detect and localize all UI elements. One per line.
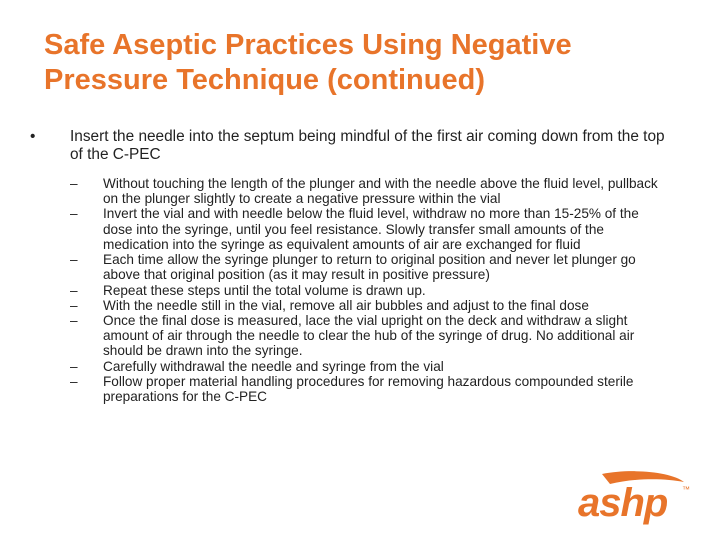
main-bullet [30,128,670,163]
sub-bullet-text: With the needle still in the vial, remove all air bubbles and adjust to the final dose [103,297,589,313]
sub-bullet-text: Carefully withdrawal the needle and syringe from the vial [103,358,444,374]
dash-marker: – [70,358,78,374]
main-bullet-text: Insert the needle into the septum being mindful of the first air coming down from the top of the C-PEC [70,128,665,163]
sub-bullet-text: Each time allow the syringe plunger to return to original position and never let plunger go above that original position (as it may result in positive pressure) [103,252,636,283]
ashp-logo [572,470,702,526]
sub-bullet-list [70,176,670,404]
dash-marker: – [70,373,78,389]
sub-bullet [70,176,670,206]
logo-trademark: ™ [682,485,690,494]
bullet-marker: • [30,128,36,145]
sub-bullet [70,359,670,374]
sub-bullet-text: Without touching the length of the plunger and with the needle above the fluid level, pullback on the plunger slightly to create a negative pressure within the vial [103,176,658,207]
sub-bullet [70,298,670,313]
sub-bullet [70,374,670,404]
dash-marker: – [70,312,78,328]
dash-marker: – [70,297,78,313]
sub-bullet-text: Follow proper material handling procedures for removing hazardous compounded sterile preparations for the C-PEC [103,373,634,405]
dash-marker: – [70,206,78,222]
slide-title: Safe Aseptic Practices Using Negative Pressure Technique (continued) [44,29,572,97]
dash-marker: – [70,252,78,268]
sub-bullet [70,252,670,282]
dash-marker: – [70,176,78,191]
sub-bullet [70,283,670,298]
dash-marker: – [70,282,78,298]
logo-text: ashp [578,481,668,525]
sub-bullet-text: Once the final dose is measured, lace the vial upright on the deck and withdraw a slight amount of air through the needle to clear the hub of the syringe of drug. No additional air should be drawn into the syringe. [103,312,635,359]
sub-bullet-text: Invert the vial and with needle below the fluid level, withdraw no more than 15-25% of the dose into the syringe, until you feel resistance. Slowly transfer small amounts of the medication into the syringe as equivalent amounts of air are exchanged for fluid [103,206,639,252]
sub-bullet [70,206,670,252]
sub-bullet-text: Repeat these steps until the total volume is drawn up. [103,282,426,298]
sub-bullet [70,313,670,359]
